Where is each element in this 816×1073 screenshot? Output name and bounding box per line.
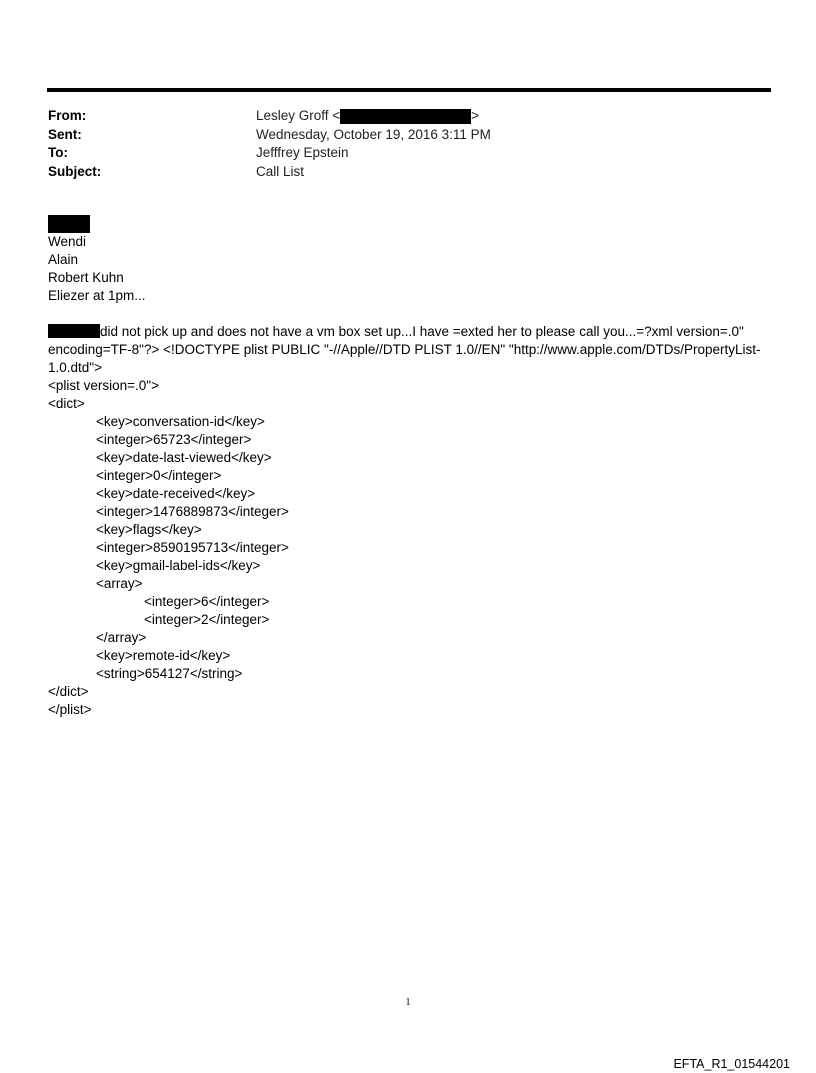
subject-label: Subject: [48, 163, 102, 179]
plist-line: <string>654127</string> [96, 666, 243, 682]
plist-line: <key>date-last-viewed</key> [96, 450, 272, 466]
plist-line: <integer>6</integer> [144, 594, 270, 610]
plist-line: </dict> [48, 684, 89, 700]
plist-line: </array> [96, 630, 147, 646]
plist-line: <key>conversation-id</key> [96, 414, 265, 430]
document-id: EFTA_R1_01544201 [673, 1057, 790, 1071]
call-list-item: Eliezer at 1pm... [48, 288, 146, 304]
sent-label: Sent: [48, 126, 82, 142]
plist-line: <dict> [48, 396, 85, 412]
redacted-name [48, 324, 100, 338]
plist-line: <integer>8590195713</integer> [96, 540, 289, 556]
message-text: did not pick up and does not have a vm box set up...I have =exted her to please call you...=?xml version=.0" encoding=TF-8"?> <!DOCTYPE plist PUBLIC "-//Apple//DTD PLIST 1.0//EN" "http://www.apple.com/DTDs/PropertyList-1.0.dtd"> [48, 324, 761, 376]
from-label: From: [48, 108, 87, 123]
subject-value: Call List [256, 163, 305, 179]
spacer [48, 305, 778, 323]
plist-line: <key>date-received</key> [96, 486, 256, 502]
plist-line: <plist version=.0"> [48, 378, 159, 394]
call-list-item: Robert Kuhn [48, 270, 124, 286]
from-name: Lesley Groff < [256, 108, 341, 123]
plist-line: <key>flags</key> [96, 522, 202, 538]
header-rule [47, 88, 771, 92]
plist-line: <integer>1476889873</integer> [96, 504, 289, 520]
plist-line: <integer>2</integer> [144, 612, 270, 628]
plist-line: <key>remote-id</key> [96, 648, 231, 664]
redacted-name-line [48, 215, 778, 233]
page-number: 1 [405, 997, 411, 1008]
plist-line: <array> [96, 576, 143, 592]
redacted-name [48, 215, 90, 233]
call-list-item: Alain [48, 252, 79, 268]
plist-line: <integer>65723</integer> [96, 432, 252, 448]
from-close: > [471, 108, 480, 123]
message-paragraph [48, 323, 768, 377]
sent-value: Wednesday, October 19, 2016 3:11 PM [256, 126, 491, 142]
from-value [256, 107, 479, 126]
to-label: To: [48, 145, 68, 160]
plist-line: <key>gmail-label-ids</key> [96, 558, 261, 574]
plist-line: <integer>0</integer> [96, 468, 222, 484]
call-list-item: Wendi [48, 234, 87, 250]
email-body [48, 215, 778, 719]
redacted-email [340, 109, 471, 124]
plist-line: </plist> [48, 702, 92, 718]
to-value: Jefffrey Epstein [256, 145, 349, 160]
